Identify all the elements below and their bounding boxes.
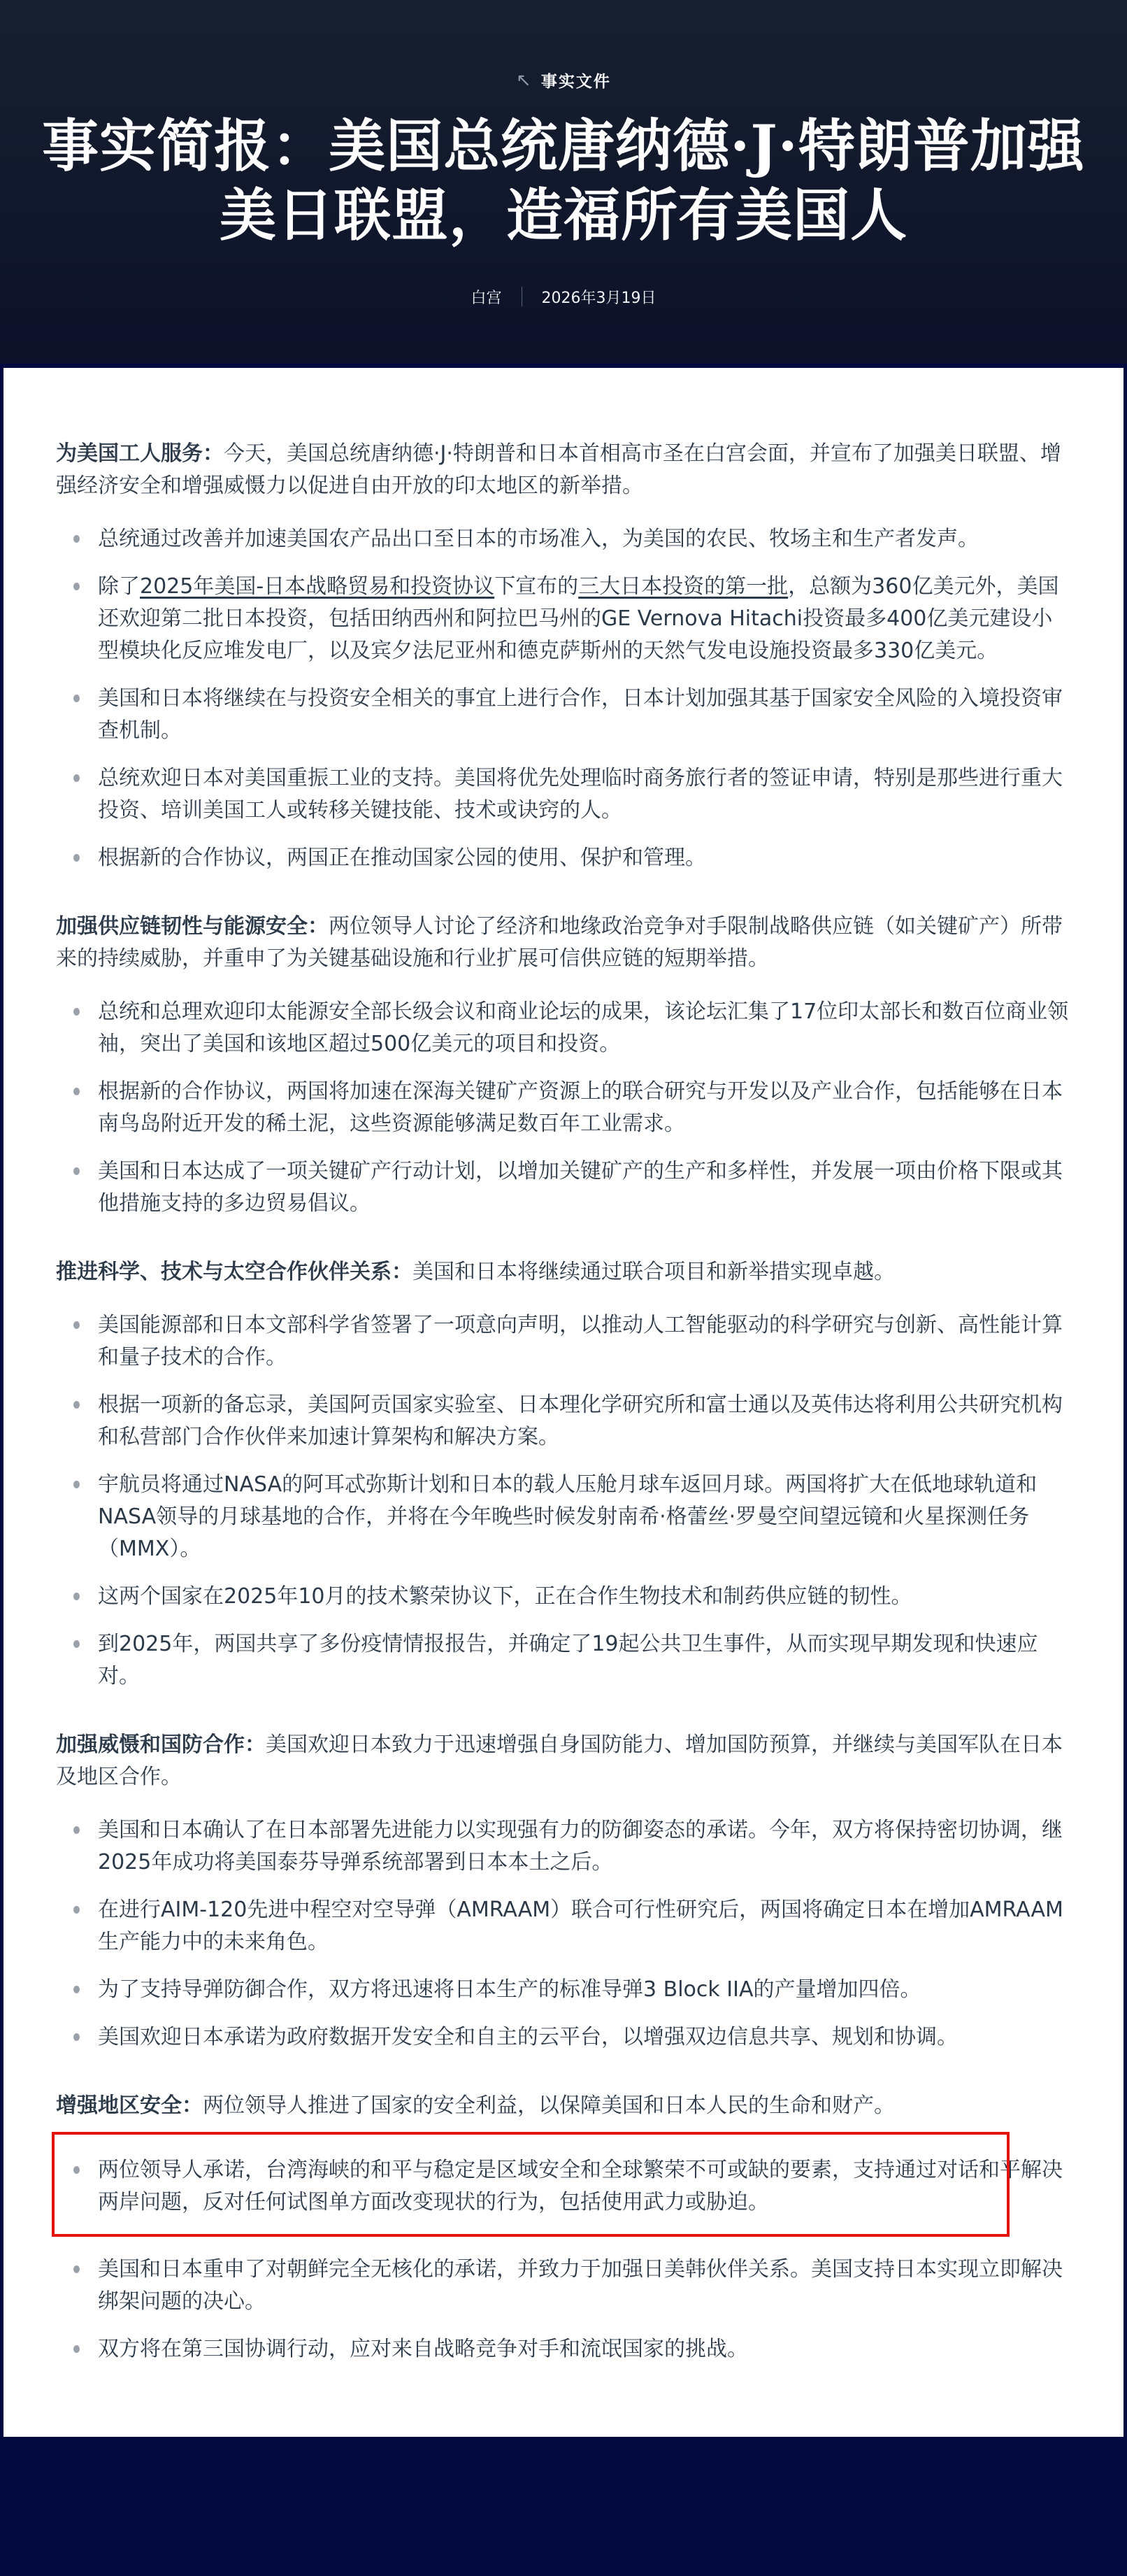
bullet-item (98, 523, 1071, 555)
bullet-item (98, 1628, 1071, 1693)
bullet-text: 美国和日本重申了对朝鲜完全无核化的承诺，并致力于加强日美韩伙伴关系。美国支持日本实现立即解决绑架问题的决心。 (98, 2256, 1063, 2314)
section-heading: 增强地区安全： (56, 2093, 203, 2118)
page-header (0, 0, 1127, 368)
bullet-list (56, 996, 1071, 1220)
meta-date: 2026年3月19日 (541, 289, 656, 307)
bullet-item (98, 2021, 1071, 2054)
bullet-item (98, 571, 1071, 667)
bullet-text: 根据新的合作协议，两国正在推动国家公园的使用、保护和管理。 (98, 845, 706, 870)
bullet-text: 总统和总理欢迎印太能源安全部长级会议和商业论坛的成果，该论坛汇集了17位印太部长和数百位商业领袖，突出了美国和该地区超过500亿美元的项目和投资。 (98, 999, 1069, 1056)
breadcrumb-label: 事实文件 (540, 73, 611, 91)
section (56, 1256, 1071, 1693)
bullet-item (98, 1389, 1071, 1453)
section-lead-text: 美国欢迎日本致力于迅速增强自身国防能力、增加国防预算，并继续与美国军队在日本及地区合作。 (56, 1732, 1063, 1789)
section (56, 1729, 1071, 2054)
bullet-item (98, 2333, 1071, 2365)
bullet-text: 根据新的合作协议，两国将加速在深海关键矿产资源上的联合研究与开发以及产业合作，包括能够在日本南鸟岛附近开发的稀土泥，这些资源能够满足数百年工业需求。 (98, 1079, 1063, 1136)
bullet-text: 根据一项新的备忘录，美国阿贡国家实验室、日本理化学研究所和富士通以及英伟达将利用公共研究机构和私营部门合作伙伴来加速计算架构和解决方案。 (98, 1392, 1063, 1449)
bullet-item (98, 683, 1071, 747)
section-heading: 为美国工人服务： (56, 441, 224, 466)
bullet-text: 宇航员将通过NASA的阿耳忒弥斯计划和日本的载人压舱月球车返回月球。两国将扩大在低地球轨道和NASA领导的月球基地的合作，并将在今年晚些时候发射南希·格蕾丝·罗曼空间望远镜和火星探测任务（MMX）。 (98, 1472, 1038, 1561)
bullet-list (56, 523, 1071, 874)
bullet-text: 这两个国家在2025年10月的技术繁荣协议下，正在合作生物技术和制药供应链的韧性。 (98, 1584, 912, 1609)
arrow-up-left-icon: ↖ (516, 69, 531, 91)
inline-link[interactable]: 三大日本投资的第一批 (578, 574, 789, 599)
section (56, 2090, 1071, 2365)
bullet-item (98, 1814, 1071, 1879)
bullet-text: 美国和日本确认了在日本部署先进能力以实现强有力的防御姿态的承诺。今年，双方将保持密切协调，继2025年成功将美国泰芬导弹系统部署到日本本土之后。 (98, 1817, 1063, 1874)
inline-link[interactable]: 2025年美国-日本战略贸易和投资协议 (140, 574, 495, 599)
bullet-item (98, 2254, 1071, 2318)
content-sections (56, 438, 1071, 2365)
page-title: 事实简报：美国总统唐纳德·J·特朗普加强美日联盟，造福所有美国人 (42, 113, 1085, 249)
section-heading: 加强供应链韧性与能源安全： (56, 913, 329, 939)
bullet-text: 在进行AIM-120先进中程空对空导弹（AMRAAM）联合可行性研究后，两国将确定日本在增加AMRAAM生产能力中的未来角色。 (98, 1897, 1063, 1954)
section-lead (56, 1256, 1071, 1288)
content-sheet (3, 368, 1124, 2437)
section-lead (56, 911, 1071, 975)
bullet-text: 美国和日本达成了一项关键矿产行动计划，以增加关键矿产的生产和多样性，并发展一项由价格下限或其他措施支持的多边贸易倡议。 (98, 1158, 1063, 1216)
meta-source: 白宫 (471, 289, 502, 307)
section-lead-text: 两位领导人讨论了经济和地缘政治竞争对手限制战略供应链（如关键矿产）所带来的持续威胁，并重申了为关键基础设施和行业扩展可信供应链的短期举措。 (56, 913, 1063, 971)
section (56, 438, 1071, 874)
bullet-text: 美国能源部和日本文部科学省签署了一项意向声明，以推动人工智能驱动的科学研究与创新、高性能计算和量子技术的合作。 (98, 1312, 1063, 1369)
bullet-item (98, 842, 1071, 874)
bullet-text: 下宣布的 (494, 574, 579, 599)
section-lead-text: 美国和日本将继续通过联合项目和新举措实现卓越。 (412, 1259, 895, 1284)
section-lead (56, 2090, 1071, 2122)
section-lead (56, 438, 1071, 502)
bullet-item (98, 1974, 1071, 2006)
bullet-item (98, 1894, 1071, 1958)
bullet-text: 总统欢迎日本对美国重振工业的支持。美国将优先处理临时商务旅行者的签证申请，特别是那些进行重大投资、培训美国工人或转移关键技能、技术或诀窍的人。 (98, 765, 1063, 823)
bullet-text: 总统通过改善并加速美国农产品出口至日本的市场准入，为美国的农民、牧场主和生产者发声。 (98, 526, 979, 551)
section-lead (56, 1729, 1071, 1793)
bullet-text: 两位领导人承诺，台湾海峡的和平与稳定是区域安全和全球繁荣不可或缺的要素，支持通过对话和平解决两岸问题，反对任何试图单方面改变现状的行为，包括使用武力或胁迫。 (98, 2157, 1063, 2214)
bullet-text: ，总额为360亿美元外，美国还欢迎第二批日本投资，包括田纳西州和阿拉巴马州的GE Vernova Hitachi投资最多400亿美元建设小型模块化反应堆发电厂，以及宾夕法尼亚州和德克萨斯州的天然气发电设施投资最多330亿美元。 (98, 574, 1059, 663)
bullet-list (56, 2154, 1071, 2365)
bullet-item (98, 1581, 1071, 1613)
bullet-text: 除了 (98, 574, 140, 599)
section-lead-text: 今天，美国总统唐纳德·J·特朗普和日本首相高市圣在白宫会面，并宣布了加强美日联盟、增强经济安全和增强威慑力以促进自由开放的印太地区的新举措。 (56, 441, 1061, 498)
section-heading: 加强威慑和国防合作： (56, 1732, 266, 1757)
bullet-text: 美国欢迎日本承诺为政府数据开发安全和自主的云平台，以增强双边信息共享、规划和协调。 (98, 2024, 958, 2049)
section-heading: 推进科学、技术与太空合作伙伴关系： (56, 1259, 412, 1284)
bullet-text: 为了支持导弹防御合作，双方将迅速将日本生产的标准导弹3 Block IIA的产量增加四倍。 (98, 1977, 921, 2002)
bullet-list (56, 1814, 1071, 2054)
breadcrumb-fact-sheets[interactable] (516, 69, 611, 92)
bullet-text: 双方将在第三国协调行动，应对来自战略竞争对手和流氓国家的挑战。 (98, 2336, 748, 2361)
bullet-text: 美国和日本将继续在与投资安全相关的事宜上进行合作，日本计划加强其基于国家安全风险的入境投资审查机制。 (98, 685, 1063, 743)
bullet-item (98, 1076, 1071, 1140)
bullet-item (98, 996, 1071, 1060)
bullet-item (98, 1309, 1071, 1374)
bullet-item (98, 762, 1071, 827)
bullet-text: 到2025年，两国共享了多份疫情情报报告，并确定了19起公共卫生事件，从而实现早期发现和快速应对。 (98, 1631, 1038, 1688)
bullet-item (98, 1469, 1071, 1565)
bullet-list (56, 1309, 1071, 1693)
bullet-item-highlighted (98, 2154, 1071, 2219)
section (56, 911, 1071, 1220)
section-lead-text: 两位领导人推进了国家的安全利益，以保障美国和日本人民的生命和财产。 (203, 2093, 895, 2118)
bullet-item (98, 1155, 1071, 1220)
article-meta (28, 286, 1099, 308)
